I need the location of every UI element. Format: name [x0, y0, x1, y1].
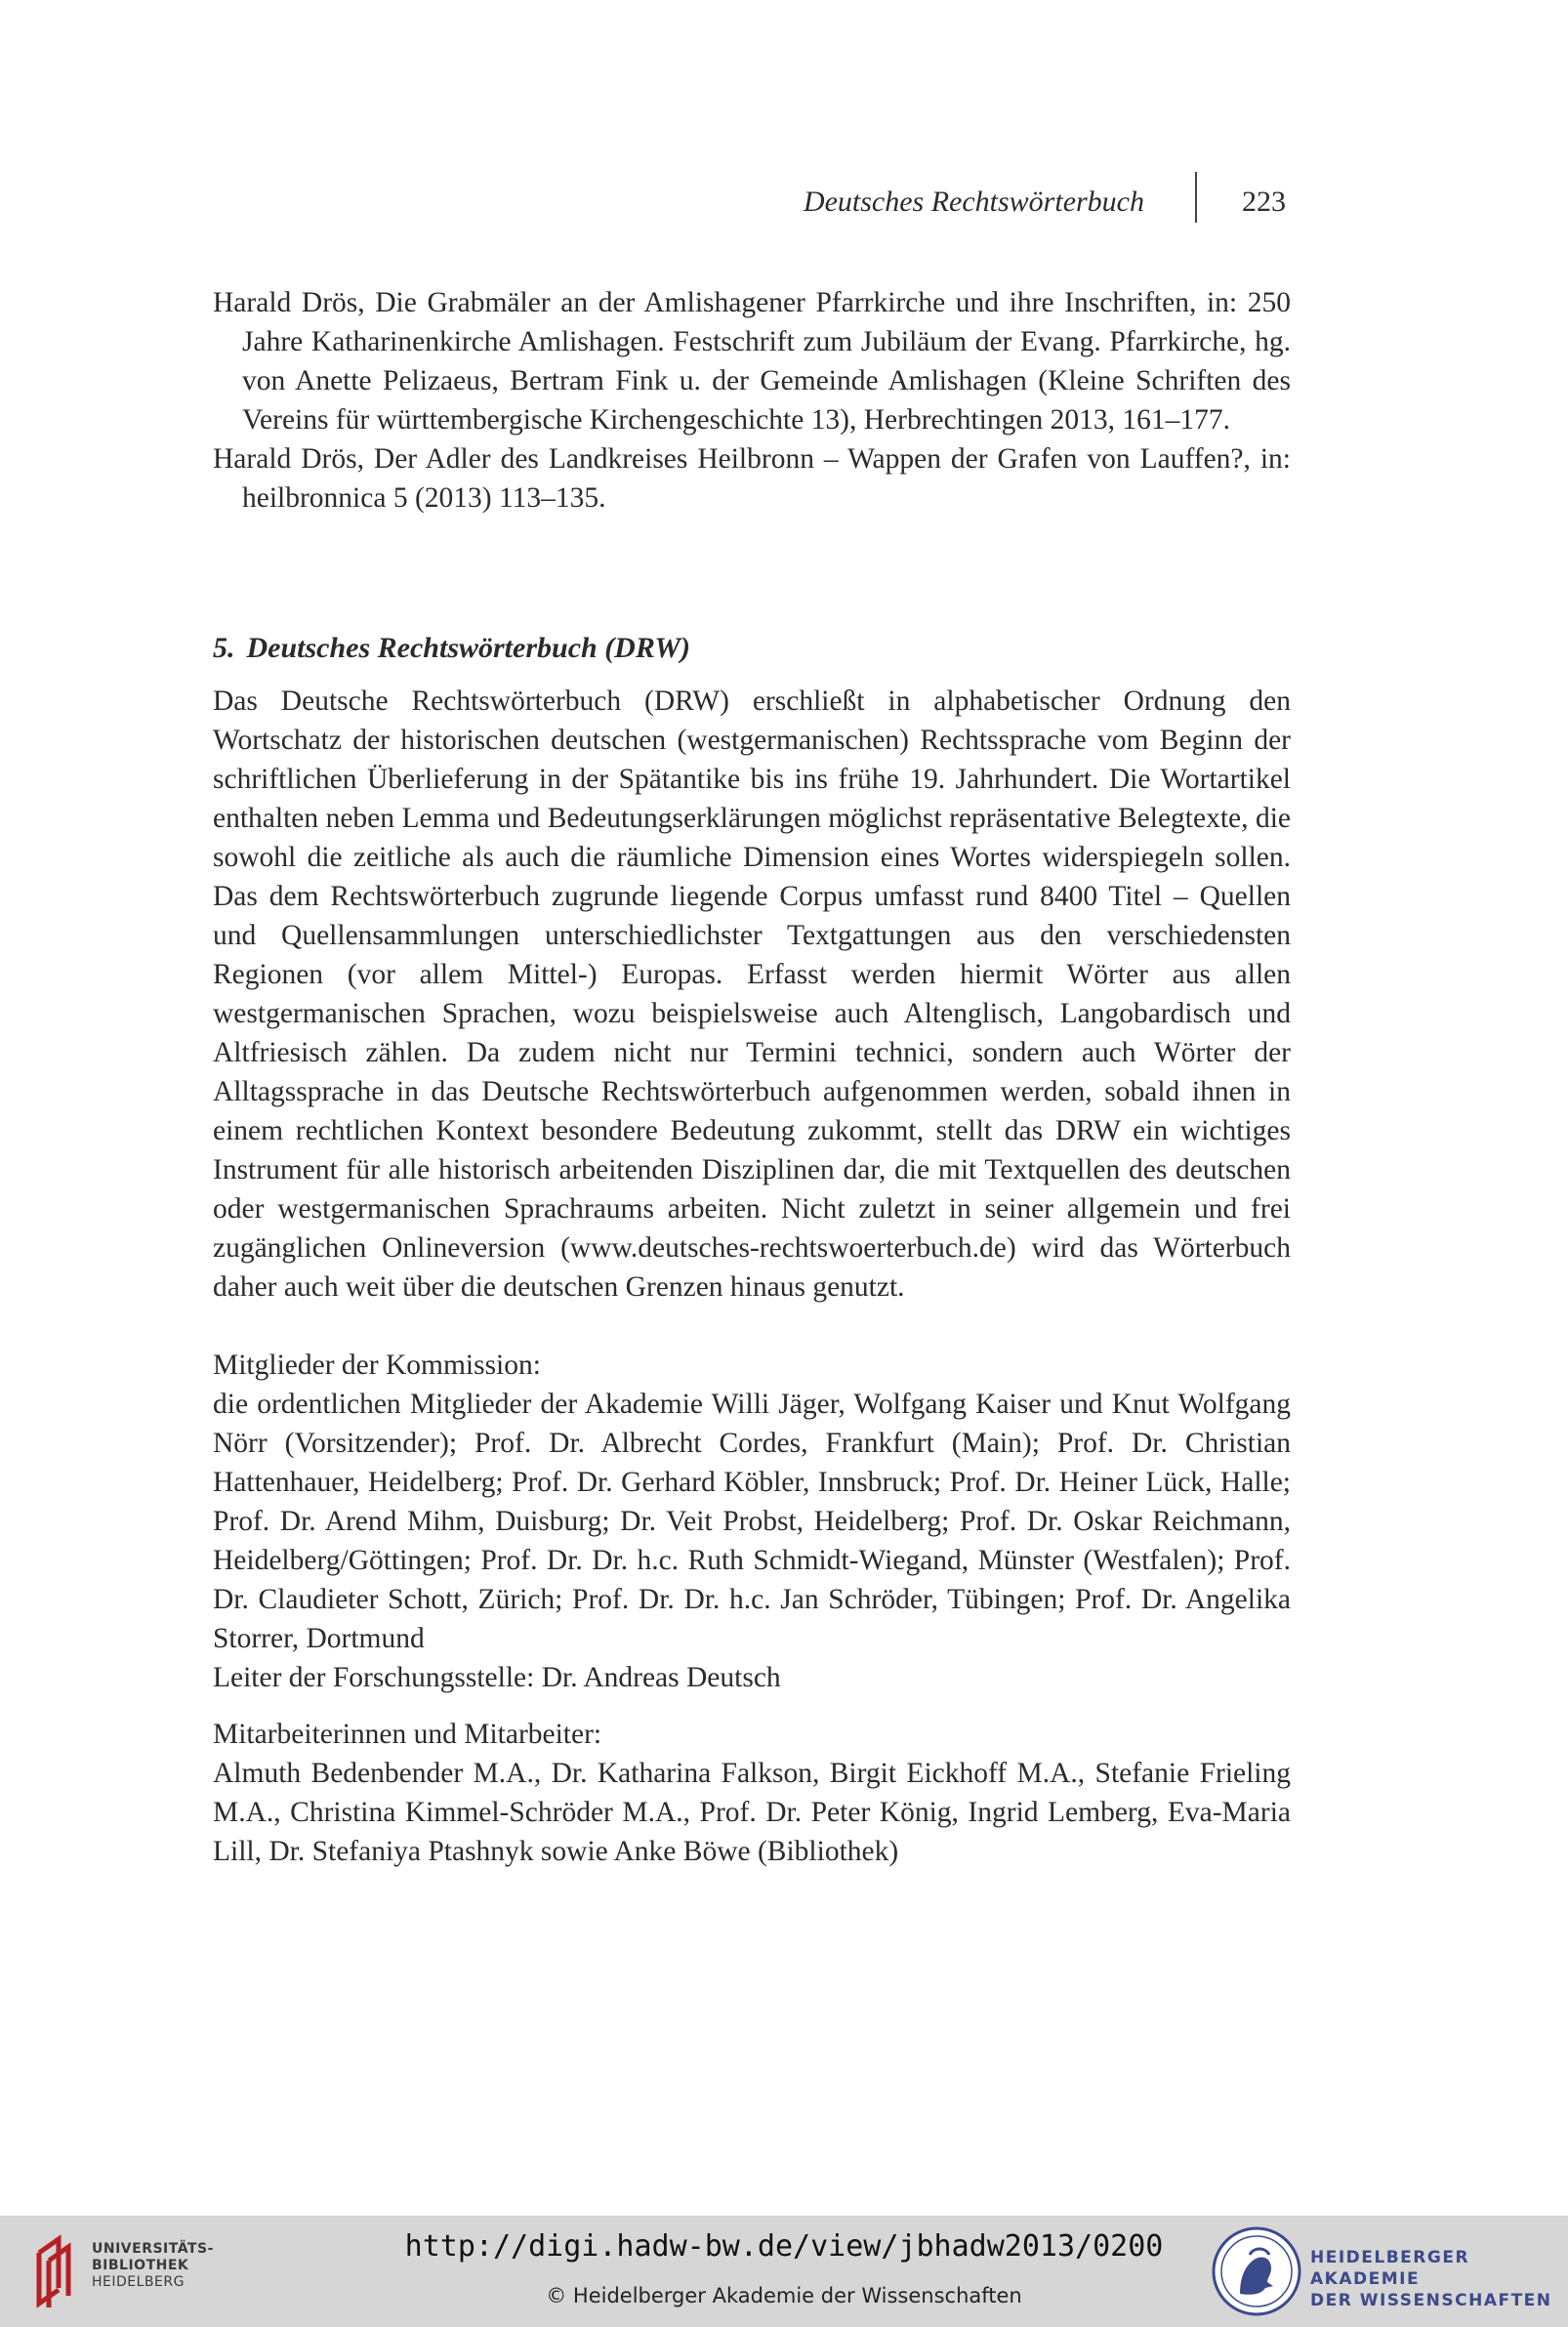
intro-paragraph: Das Deutsche Rechtswörterbuch (DRW) erschließt in alphabetischer Ordnung den Wortschatz der historischen deutschen (westgermanischen) Rechtssprache vom Beginn der schriftlichen Überlieferung in der Spätantike bis ins frühe 19. Jahrhundert. Die Wortartikel enthalten neben Lemma und Bedeutungserklärungen möglichst repräsentative Belegtexte, die sowohl die zeitliche als auch die räumliche Dimension eines Wortes widerspiegeln sollen. Das dem Rechtswörterbuch zugrunde liegende Corpus umfasst rund 8400 Titel – Quellen und Quellensammlungen unterschiedlichster Textgattungen aus den verschiedensten Regionen (vor allem Mittel-) Europas. Erfasst werden hiermit Wörter aus allen westgermanischen Sprachen, wozu beispielsweise auch Altenglisch, Langobardisch und Altfriesisch zählen. Da zudem nicht nur Termini technici, sondern auch Wörter der Alltagssprache in das Deutsche Rechtswörterbuch aufgenommen werden, sobald ihnen in einem rechtlichen Kontext besondere Bedeutung zukommt, stellt das DRW ein wichtiges Instrument für alle historisch arbeitenden Disziplinen dar, die mit Textquellen des deutschen oder westgermanischen Sprachraums arbeiten. Nicht zuletzt in seiner allgemein und frei zugänglichen Onlineversion (www.deutsches-rechtswoerterbuch.de) wird das Wörterbuch daher auch weit über die deutschen Grenzen hinaus genutzt.	[213, 686, 1291, 1303]
ub-name-line: BIBLIOTHEK	[92, 2258, 189, 2273]
research-leader: Leiter der Forschungsstelle: Dr. Andreas Deutsch	[213, 1662, 781, 1693]
page-header	[0, 172, 1568, 227]
bibliography-entry: Harald Drös, Die Grabmäler an der Amlishagener Pfarrkirche und ihre Inschriften, in: 250 Jahre Katharinenkirche Amlishagen. Festschrift zum Jubiläum der Evang. Pfarrkirche, hg. von Anette Pelizaeus, Bertram Fink u. der Gemeinde Amlishagen (Kleine Schriften des Vereins für württembergische Kirchengeschichte 13), Herbrechtingen 2013, 161–177.	[213, 287, 1291, 436]
page-content	[213, 283, 1291, 1871]
academy-seal-icon	[1211, 2225, 1302, 2317]
commission-members: die ordentlichen Mitglieder der Akademie Willi Jäger, Wolfgang Kaiser und Knut Wolfgang Nörr (Vorsitzender); Prof. Dr. Albrecht Cordes, Frankfurt (Main); Prof. Dr. Christian Hattenhauer, Heidelberg; Prof. Dr. Gerhard Köbler, Innsbruck; Prof. Dr. Heiner Lück, Halle; Prof. Dr. Arend Mihm, Duisburg; Dr. Veit Probst, Heidelberg; Prof. Dr. Oskar Reichmann, Heidelberg/Göttingen; Prof. Dr. Dr. h.c. Ruth Schmidt-Wiegand, Münster (Westfalen); Prof. Dr. Claudieter Schott, Zürich; Prof. Dr. Dr. h.c. Jan Schröder, Tübingen; Prof. Dr. Angelika Storrer, Dortmund	[213, 1389, 1291, 1654]
section-number: 5.	[213, 632, 235, 664]
bibliography	[213, 283, 1291, 518]
bibliography-entry: Harald Drös, Der Adler des Landkreises Heilbronn – Wappen der Grafen von Lauffen?, in: heilbronnica 5 (2013) 113–135.	[213, 443, 1291, 514]
staff-block	[213, 1715, 1291, 1871]
ub-name-line: UNIVERSITÄTS-	[92, 2241, 214, 2257]
header-divider	[1195, 172, 1197, 223]
running-title: Deutsches Rechtswörterbuch	[803, 186, 1144, 218]
academy-name	[1310, 2247, 1568, 2311]
copyright-notice: © Heidelberger Akademie der Wissenschaften	[546, 2284, 1022, 2307]
section-title: Deutsches Rechtswörterbuch (DRW)	[246, 632, 690, 664]
staff-label: Mitarbeiterinnen und Mitarbeiter:	[213, 1719, 602, 1750]
commission-block	[213, 1346, 1291, 1658]
staff-members: Almuth Bedenbender M.A., Dr. Katharina Falkson, Birgit Eickhoff M.A., Stefanie Frieling M.A., Christina Kimmel-Schröder M.A., Prof. Dr. Peter König, Ingrid Lemberg, Eva-Maria Lill, Dr. Stefaniya Ptashnyk sowie Anke Böwe (Bibliothek)	[213, 1758, 1291, 1867]
academy-name-line: DER WISSENSCHAFTEN	[1310, 2291, 1552, 2310]
ub-name-line: HEIDELBERG	[92, 2274, 185, 2290]
footer-bar	[0, 2216, 1568, 2327]
commission-label: Mitglieder der Kommission:	[213, 1350, 541, 1381]
section-heading	[213, 629, 1291, 668]
academy-name-line: HEIDELBERGER AKADEMIE	[1310, 2248, 1470, 2289]
permalink-link[interactable]: http://digi.hadw-bw.de/view/jbhadw2013/0200	[404, 2229, 1164, 2264]
page-number: 223	[1242, 186, 1286, 218]
